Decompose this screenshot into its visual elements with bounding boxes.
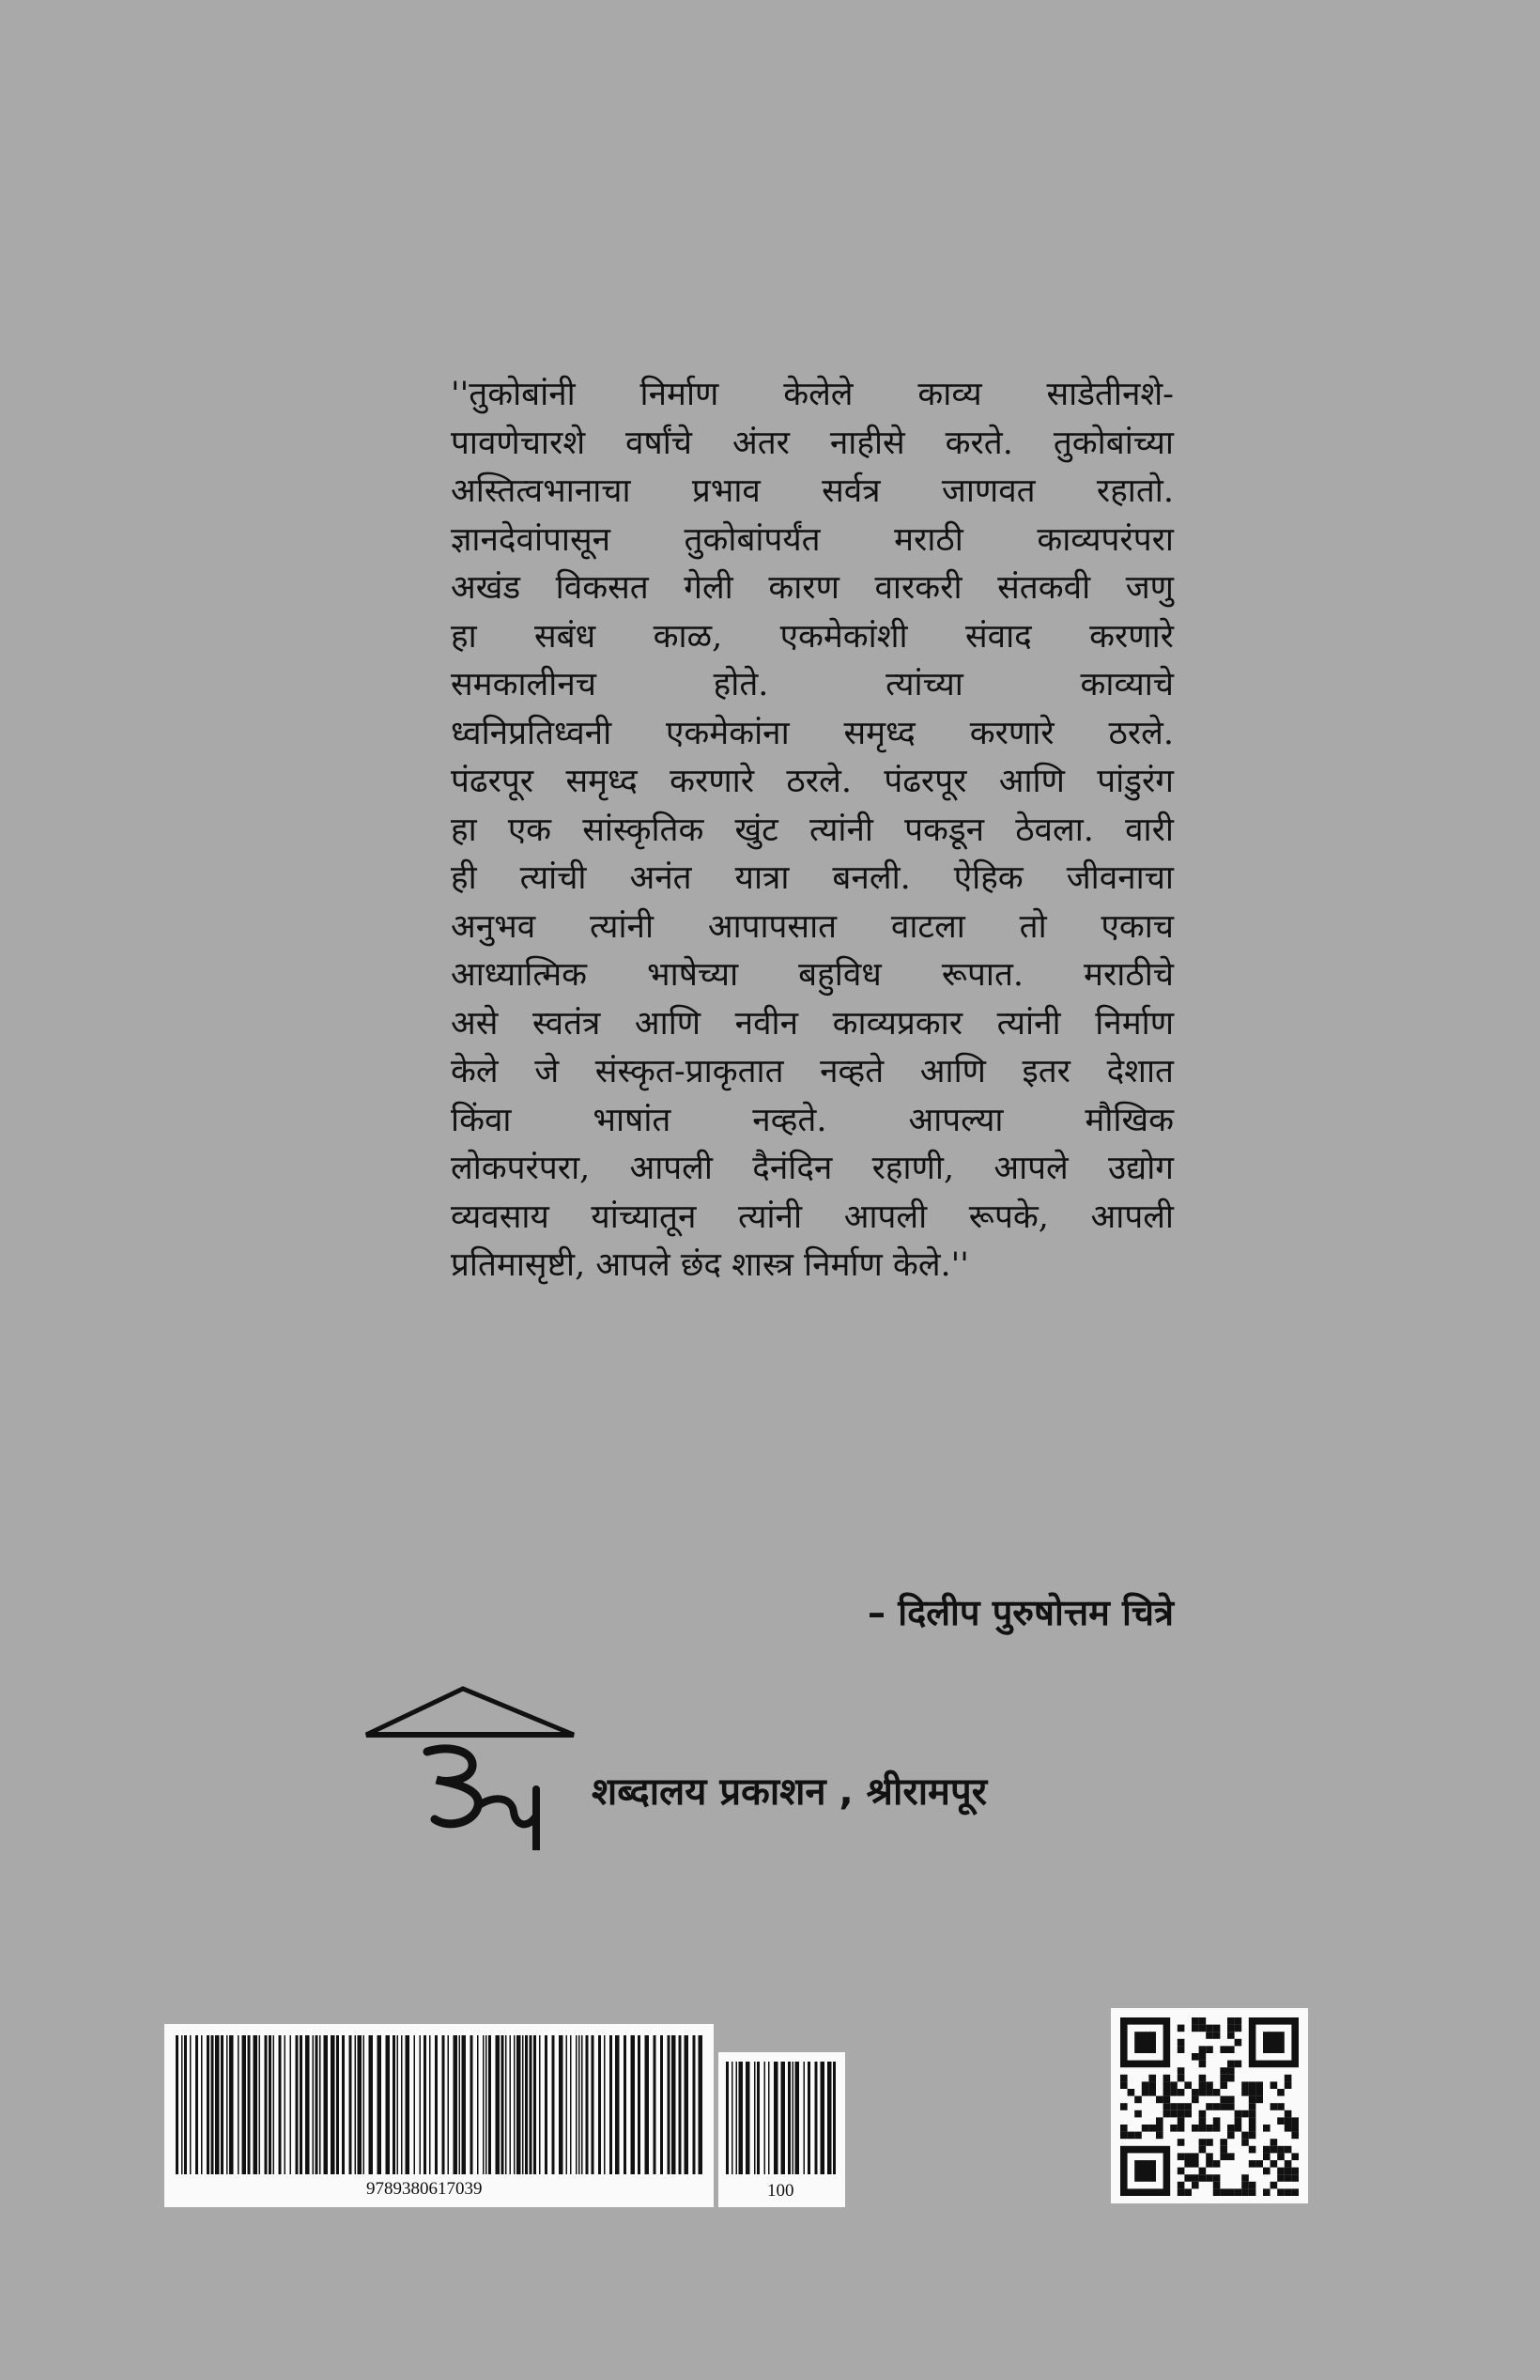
quote-line: ध्वनिप्रतिध्वनी एकमेकांना समृध्द करणारे ठरले. [451, 714, 1174, 752]
price-addon-barcode [718, 2052, 845, 2207]
quote-line: अस्तित्वभानाचा प्रभाव सर्वत्र जाणवत रहातो. [451, 472, 1174, 510]
isbn-number: 9789380617039 [366, 2179, 483, 2199]
quote-line: लोकपरंपरा, आपली दैनंदिन रहाणी, आपले उद्योग [451, 1150, 1174, 1187]
quote-line: ''तुकोबांनी निर्माण केलेले काव्य साडेतीनशे- [451, 376, 1174, 413]
quote-line: समकालीनच होते. त्यांच्या काव्याचे [451, 666, 1174, 703]
quote-line: किंवा भाषांत नव्हते. आपल्या मौखिक [451, 1101, 1174, 1139]
quote-text [451, 371, 1174, 1290]
quote-author: – दिलीप पुरुषोत्तम चित्रे [868, 1592, 1174, 1633]
quote-line: पंढरपूर समृध्द करणारे ठरले. पंढरपूर आणि पांडुरंग [451, 763, 1174, 800]
quote-line: हा एक सांस्कृतिक खुंट त्यांनी पकडून ठेवला. वारी [451, 811, 1174, 849]
addon-number: 100 [767, 2181, 794, 2201]
qr-code [1111, 2008, 1308, 2203]
quote-line: केले जे संस्कृत-प्राकृतात नव्हते आणि इतर देशात [451, 1053, 1174, 1090]
quote-line: ही त्यांची अनंत यात्रा बनली. ऐहिक जीवनाचा [451, 859, 1174, 897]
quote-line: व्यवसाय यांच्यातून त्यांनी आपली रूपके, आपली [451, 1198, 1174, 1236]
publisher-logo-icon [362, 1686, 578, 1850]
quote-line: प्रतिमासृष्टी, आपले छंद शास्त्र निर्माण केले.'' [451, 1246, 969, 1284]
quote-line: असे स्वतंत्र आणि नवीन काव्यप्रकार त्यांनी निर्माण [451, 1004, 1174, 1043]
quote-line: अखंड विकसत गेली कारण वारकरी संतकवी जणु [451, 569, 1174, 607]
quote-line: आध्यात्मिक भाषेच्या बहुविध रूपात. मराठीचे [451, 956, 1174, 994]
publisher-name: शब्दालय प्रकाशन , श्रीरामपूर [592, 1770, 988, 1814]
quote-line: हा सबंध काळ, एकमेकांशी संवाद करणारे [451, 617, 1174, 656]
quote-line: पावणेचारशे वर्षांचे अंतर नाहीसे करते. तुकोबांच्या [451, 424, 1174, 462]
quote-line: अनुभव त्यांनी आपापसात वाटला तो एकाच [451, 907, 1174, 946]
quote-line: ज्ञानदेवांपासून तुकोबांपर्यंत मराठी काव्यपरंपरा [451, 520, 1174, 559]
isbn-barcode [164, 2024, 714, 2207]
